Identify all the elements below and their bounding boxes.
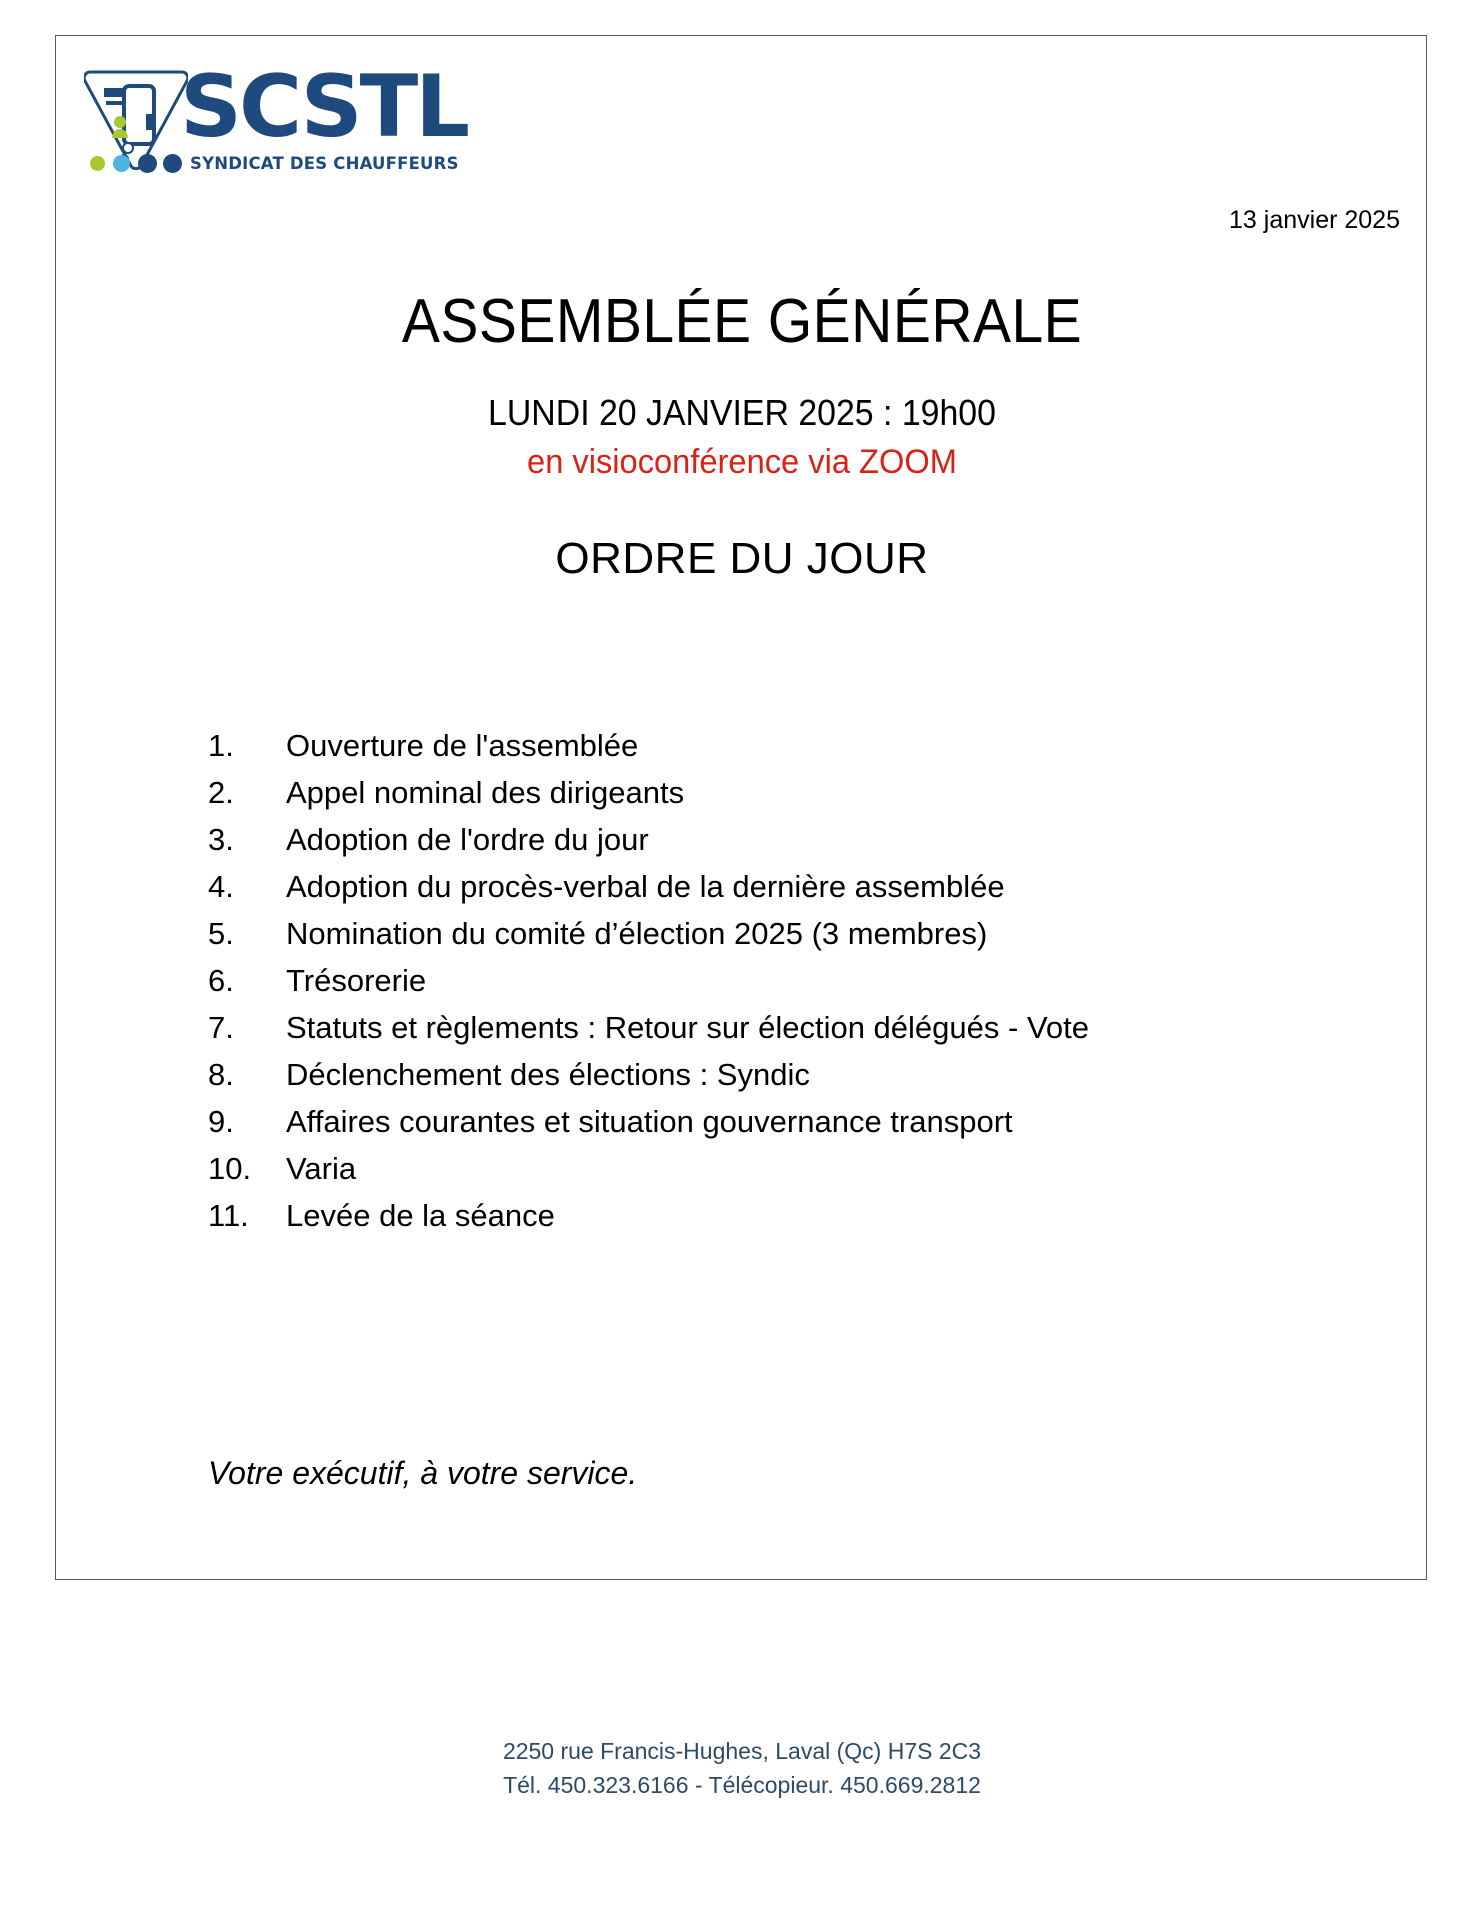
logo-tagline: SYNDICAT DES CHAUFFEURS	[190, 154, 459, 173]
list-item-label: Affaires courantes et situation gouvernance transport	[286, 1104, 1013, 1139]
document-date: 13 janvier 2025	[1229, 206, 1400, 234]
list-item	[208, 728, 1308, 775]
list-item-label: Statuts et règlements : Retour sur élection délégués - Vote	[286, 1010, 1090, 1045]
list-item	[208, 822, 1308, 869]
list-item-label: Adoption du procès-verbal de la dernière assemblée	[286, 869, 1005, 904]
scstl-logo	[84, 57, 484, 187]
list-item-number: 4.	[208, 869, 234, 904]
list-item-label: Ouverture de l'assemblée	[286, 728, 639, 763]
list-item-number: 10.	[208, 1151, 252, 1186]
logo-dot-navy-1	[138, 154, 157, 173]
list-item	[208, 916, 1308, 963]
list-item-label: Appel nominal des dirigeants	[286, 775, 685, 810]
list-item-number: 5.	[208, 916, 234, 951]
agenda-list	[208, 728, 1308, 1245]
list-item	[208, 1198, 1308, 1245]
list-item	[208, 775, 1308, 822]
list-item-number: 7.	[208, 1010, 234, 1045]
logo-dot-navy-2	[163, 154, 182, 173]
list-item	[208, 1104, 1308, 1151]
assembly-meeting-mode: en visioconférence via ZOOM	[527, 443, 957, 481]
list-item-number: 3.	[208, 822, 234, 857]
list-item-number: 2.	[208, 775, 234, 810]
logo-dot-green	[90, 156, 105, 171]
assembly-datetime: LUNDI 20 JANVIER 2025 : 19h00	[488, 392, 996, 433]
list-item-number: 11.	[208, 1198, 249, 1233]
list-item	[208, 869, 1308, 916]
footer-contact: Tél. 450.323.6166 - Télécopieur. 450.669.2812	[503, 1772, 981, 1798]
list-item	[208, 1057, 1308, 1104]
agenda-heading: ORDRE DU JOUR	[555, 534, 929, 583]
list-item	[208, 1010, 1308, 1057]
list-item-number: 6.	[208, 963, 234, 998]
document-footer	[0, 1734, 1484, 1802]
list-item-label: Levée de la séance	[286, 1198, 555, 1233]
list-item-label: Trésorerie	[286, 963, 427, 998]
logo-dot-cyan	[113, 155, 130, 172]
list-item-number: 9.	[208, 1104, 234, 1139]
page-title: ASSEMBLÉE GÉNÉRALE	[401, 287, 1083, 356]
list-item-label: Varia	[286, 1151, 357, 1186]
logo-wordmark: SCSTL	[180, 57, 468, 157]
footer-address: 2250 rue Francis-Hughes, Laval (Qc) H7S 2C3	[502, 1738, 982, 1764]
list-item	[208, 963, 1308, 1010]
list-item-label: Adoption de l'ordre du jour	[286, 822, 649, 857]
logo-dots-decoration	[90, 154, 182, 173]
list-item-number: 8.	[208, 1057, 234, 1092]
list-item-label: Déclenchement des élections : Syndic	[286, 1057, 810, 1092]
closing-signature: Votre exécutif, à votre service.	[208, 1455, 638, 1491]
list-item	[208, 1151, 1308, 1198]
list-item-label: Nomination du comité d’élection 2025 (3 membres)	[286, 916, 988, 951]
list-item-number: 1.	[208, 728, 234, 763]
